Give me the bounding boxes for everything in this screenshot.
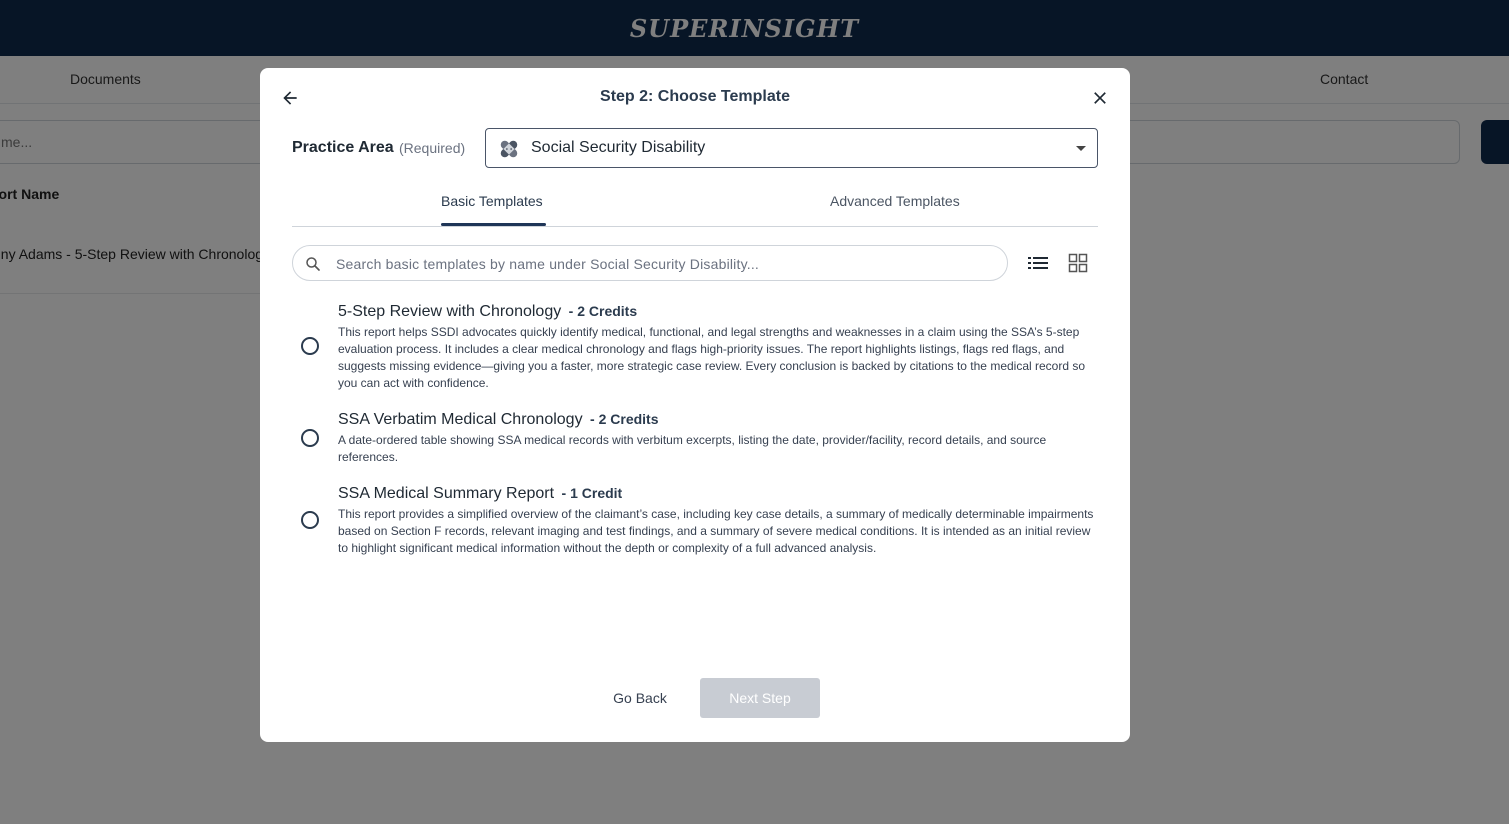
template-search-input[interactable] <box>336 253 996 275</box>
tab-advanced-templates[interactable]: Advanced Templates <box>830 193 960 209</box>
next-step-button[interactable]: Next Step <box>700 678 820 718</box>
template-credits: - 2 Credits <box>568 303 638 319</box>
search-icon <box>304 255 322 273</box>
template-search <box>292 245 1008 281</box>
required-indicator: (Required) <box>399 140 466 156</box>
caret-down-icon <box>1076 146 1086 151</box>
template-credits: - 1 Credit <box>561 485 623 501</box>
radio-button[interactable] <box>301 511 319 529</box>
template-description: A date-ordered table showing SSA medical records with verbitum excerpts, listing the date, provider/facility, record details, and source references. <box>338 433 1047 464</box>
radio-button[interactable] <box>301 429 319 447</box>
template-tabs <box>292 182 1098 227</box>
grid-view-icon[interactable] <box>1066 252 1090 274</box>
list-view-icon[interactable] <box>1026 252 1050 274</box>
active-tab-indicator <box>441 223 546 226</box>
template-option[interactable] <box>292 485 1098 558</box>
bandage-icon <box>497 137 521 161</box>
go-back-button[interactable]: Go Back <box>613 690 667 706</box>
practice-area-value: Social Security Disability <box>531 139 706 156</box>
template-title <box>338 303 637 321</box>
template-description: This report provides a simplified overview of the claimant’s case, including key case details, a summary of medically determinable impairments based on Section F records, relevant imaging and test findings, and a summary of severe medical conditions. It is intended as an initial review to highlight significant medical information without the depth or complexity of a full advanced analysis. <box>338 507 1094 555</box>
template-option[interactable] <box>292 411 1098 467</box>
template-title <box>338 411 659 429</box>
template-name: SSA Verbatim Medical Chronology <box>338 411 583 428</box>
template-option[interactable] <box>292 303 1098 393</box>
template-title <box>338 485 622 503</box>
radio-button[interactable] <box>301 337 319 355</box>
practice-area-label: Practice Area <box>292 139 394 156</box>
template-name: SSA Medical Summary Report <box>338 485 555 502</box>
tab-basic-templates[interactable]: Basic Templates <box>441 193 543 209</box>
practice-area-select[interactable] <box>485 128 1098 168</box>
template-name: 5-Step Review with Chronology <box>338 303 562 320</box>
dialog-title: Step 2: Choose Template <box>600 88 790 105</box>
template-credits: - 2 Credits <box>590 411 659 427</box>
close-icon[interactable] <box>1090 88 1110 108</box>
template-description: This report helps SSDI advocates quickly identify medical, functional, and legal strengths and weaknesses in a claim using the SSA’s 5-step evaluation process. It includes a clear medical chronology and flags high-priority issues. The report highlights listings, flags red flags, and suggests missing evidence—giving you a faster, more strategic case review. Every conclusion is backed by citations to the medical record so you can act with confidence. <box>338 325 1086 390</box>
choose-template-dialog <box>260 68 1130 742</box>
